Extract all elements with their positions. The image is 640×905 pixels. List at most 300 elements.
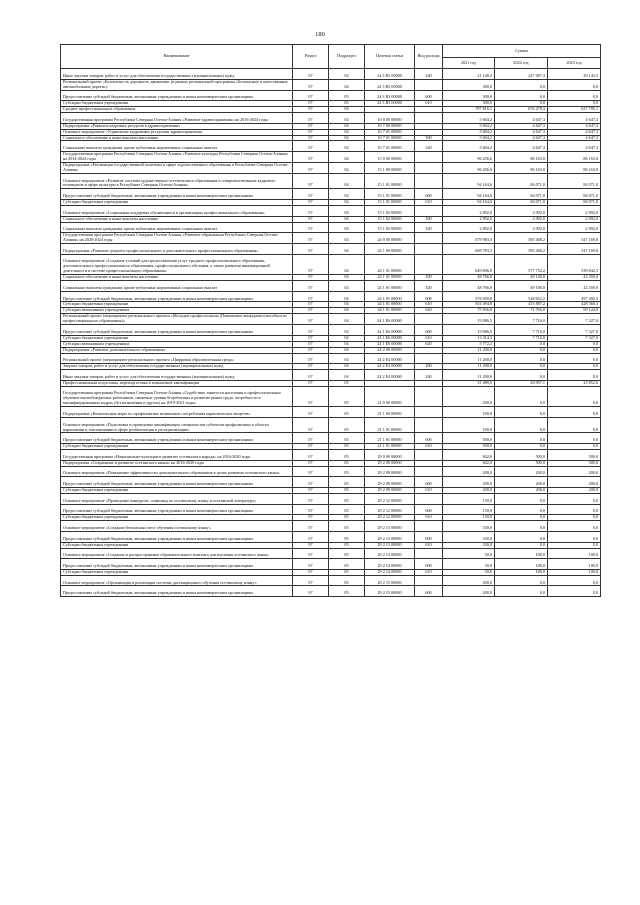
- table-cell-section: 07: [293, 347, 329, 353]
- table-cell-subsection: 04: [329, 152, 365, 163]
- table-cell-name: Основное мероприятие «Организация и реализация системы дистанционного обучения осетинскому языку»: [61, 575, 293, 586]
- table-cell-name: Подпрограмма «Реализация государственной политики в сфере художественного образования в Республике Северная Осетия-Алания»: [61, 162, 293, 173]
- table-cell-2021: 94 164,6: [443, 200, 495, 206]
- table-cell-target-article: 29 2 12 00000: [365, 493, 415, 504]
- table-cell-name: Субсидии бюджетным учреждениям: [61, 515, 293, 521]
- table-cell-target-article: 24 1 01 00000: [365, 291, 415, 302]
- table-cell-subsection: 05: [329, 460, 365, 466]
- table-row: [61, 370, 601, 381]
- table-cell-name: Субсидии бюджетным учреждениям: [61, 444, 293, 450]
- table-cell-2021: 501 094,8: [443, 302, 495, 308]
- table-cell-2022: 0,0: [495, 542, 548, 548]
- table-cell-2022: 0,0: [495, 347, 548, 353]
- table-cell-expense-type: [415, 152, 443, 163]
- table-cell-2023: 0,0: [548, 101, 601, 107]
- table-cell-name: Региональный проект (мероприятие регионального проекта «Молодые профессионалы (Повышение конкурентоспособности профессионального образования)»: [61, 314, 293, 325]
- table-cell-2022: 247 007,3: [495, 69, 548, 80]
- table-cell-2023: 0,0: [548, 370, 601, 381]
- table-cell-2023: 0,0: [548, 433, 601, 444]
- table-cell-name: Предоставление субсидий бюджетным, автономным учреждениям и иным некоммерческим организациям: [61, 504, 293, 515]
- table-cell-name: Субсидии бюджетным учреждениям: [61, 302, 293, 308]
- table-cell-expense-type: 300: [415, 275, 443, 281]
- table-cell-name: Иные закупки товаров, работ и услуг для обеспечения государственных (муниципальных) нужд: [61, 69, 293, 80]
- table-cell-subsection: 05: [329, 450, 365, 461]
- table-cell-subsection: 04: [329, 129, 365, 135]
- table-cell-section: 07: [293, 466, 329, 477]
- table-cell-target-article: 29 2 14 00000: [365, 569, 415, 575]
- table-cell-section: 07: [293, 162, 329, 173]
- table-row: [61, 205, 601, 216]
- table-cell-name: Предоставление субсидий бюджетным, автономным учреждениям и иным некоммерческим организациям: [61, 291, 293, 302]
- table-row: [61, 90, 601, 101]
- table-cell-2022: 7 716,0: [495, 314, 548, 325]
- table-cell-target-article: 24 1 01 00000: [365, 275, 415, 281]
- table-cell-name: Предоставление субсидий бюджетным, автономным учреждениям и иным некоммерческим организациям: [61, 531, 293, 542]
- table-cell-2022: 2 092,0: [495, 216, 548, 222]
- table-cell-2021: 2 092,0: [443, 216, 495, 222]
- table-cell-2022: 49 100,0: [495, 281, 548, 292]
- table-cell-expense-type: [415, 353, 443, 364]
- table-cell-2022: 0,0: [495, 575, 548, 586]
- table-cell-target-article: 29 2 13 00000: [365, 521, 415, 532]
- table-header: [61, 45, 601, 69]
- table-cell-2022: 7 716,0: [495, 335, 548, 341]
- table-cell-2021: 50,0: [443, 569, 495, 575]
- table-cell-name: Предоставление субсидий бюджетным, автономным учреждениям и иным некоммерческим организациям: [61, 433, 293, 444]
- table-cell-subsection: 04: [329, 205, 365, 216]
- table-cell-2023: 86 163,0: [548, 152, 601, 163]
- table-cell-2023: 0,0: [548, 353, 601, 364]
- table-cell-section: 07: [293, 79, 329, 90]
- table-cell-2022: 0,0: [495, 370, 548, 381]
- table-cell-name: Иные закупки товаров, работ и услуг для обеспечения государственных (муниципальных) нужд: [61, 370, 293, 381]
- table-cell-target-article: 24 1 01 00000: [365, 302, 415, 308]
- table-cell-2023: 200,0: [548, 477, 601, 488]
- table-cell-2023: 200,0: [548, 466, 601, 477]
- table-cell-name: Подпрограмма «Комплексные меры по профилактике незаконного потребления наркотических веществ»: [61, 407, 293, 418]
- table-cell-2021: 31 089,0: [443, 380, 495, 386]
- table-cell-subsection: 05: [329, 101, 365, 107]
- table-cell-subsection: 04: [329, 222, 365, 233]
- table-cell-2023: 0,0: [548, 531, 601, 542]
- table-cell-expense-type: 610: [415, 542, 443, 548]
- table-cell-2022: 0,0: [495, 515, 548, 521]
- table-cell-section: 07: [293, 341, 329, 347]
- table-cell-name: Субсидии бюджетным учреждениям: [61, 335, 293, 341]
- table-cell-2021: 2 092,0: [443, 205, 495, 216]
- table-cell-2023: 7 327,0: [548, 325, 601, 336]
- table-cell-subsection: 04: [329, 113, 365, 124]
- table-cell-2022: 84 071,0: [495, 189, 548, 200]
- table-cell-expense-type: 620: [415, 341, 443, 347]
- table-cell-name: Субсидии бюджетным учреждениям: [61, 488, 293, 494]
- table-cell-target-article: 24 2 E4 00000: [365, 364, 415, 370]
- table-cell-subsection: 04: [329, 162, 365, 173]
- table-cell-section: 07: [293, 531, 329, 542]
- table-cell-2023: 4 647,3: [548, 123, 601, 129]
- table-cell-expense-type: 600: [415, 586, 443, 597]
- table-cell-subsection: 04: [329, 107, 365, 113]
- table-cell-section: 07: [293, 107, 329, 113]
- table-cell-expense-type: 610: [415, 444, 443, 450]
- table-row: [61, 531, 601, 542]
- table-cell-2022: 4 647,3: [495, 141, 548, 152]
- table-cell-subsection: 05: [329, 515, 365, 521]
- table-cell-section: 07: [293, 141, 329, 152]
- table-cell-section: 07: [293, 222, 329, 233]
- table-row: [61, 407, 601, 418]
- table-cell-2023: 86 163,0: [548, 162, 601, 173]
- table-cell-2021: 200,0: [443, 386, 495, 407]
- table-cell-target-article: 15 1 01 00000: [365, 200, 415, 206]
- table-cell-section: 07: [293, 281, 329, 292]
- table-row: [61, 433, 601, 444]
- table-cell-2021: 94 164,6: [443, 189, 495, 200]
- table-cell-name: Субсидии бюджетным учреждениям: [61, 101, 293, 107]
- table-row: [61, 559, 601, 570]
- table-row: [61, 69, 601, 80]
- table-cell-2023: 84 071,0: [548, 200, 601, 206]
- table-cell-subsection: 05: [329, 531, 365, 542]
- table-cell-section: 07: [293, 254, 329, 275]
- table-cell-2021: 96 256,6: [443, 162, 495, 173]
- table-cell-2021: 842,0: [443, 450, 495, 461]
- table-row: [61, 417, 601, 433]
- table-cell-2023: 84 071,0: [548, 173, 601, 189]
- table-cell-2023: 84 071,0: [548, 189, 601, 200]
- table-cell-2023: 2 092,0: [548, 205, 601, 216]
- table-cell-2023: 0,0: [548, 575, 601, 586]
- table-cell-2021: 50,0: [443, 559, 495, 570]
- table-cell-target-article: 29 2 00 00000: [365, 460, 415, 466]
- table-cell-2023: 69 124,0: [548, 308, 601, 314]
- table-cell-target-article: 29 2 09 00000: [365, 488, 415, 494]
- table-cell-target-article: 29 2 09 00000: [365, 477, 415, 488]
- table-cell-2022: 200,0: [495, 488, 548, 494]
- header-name: Наименование: [61, 45, 293, 69]
- table-cell-subsection: 04: [329, 141, 365, 152]
- table-cell-2021: 300,0: [443, 90, 495, 101]
- table-cell-name: Государственная программа Республики Северная Осетия-Алания «Развитие здравоохранения» на 2016-2024 годы: [61, 113, 293, 124]
- table-cell-subsection: 05: [329, 417, 365, 433]
- table-cell-2022: 577 752,2: [495, 254, 548, 275]
- table-cell-2021: 100,0: [443, 407, 495, 418]
- table-row: [61, 353, 601, 364]
- table-cell-2022: 100,0: [495, 569, 548, 575]
- table-cell-target-article: 24 1 E6 00000: [365, 341, 415, 347]
- table-cell-2023: 497 492,5: [548, 291, 601, 302]
- table-cell-subsection: 05: [329, 466, 365, 477]
- table-cell-section: 07: [293, 477, 329, 488]
- table-cell-2022: 528 652,2: [495, 291, 548, 302]
- table-cell-2021: 2 092,0: [443, 222, 495, 233]
- table-cell-2021: 200,0: [443, 477, 495, 488]
- table-cell-section: 07: [293, 548, 329, 559]
- table-cell-section: 07: [293, 314, 329, 325]
- table-cell-expense-type: 610: [415, 335, 443, 341]
- table-cell-2021: 500,0: [443, 444, 495, 450]
- table-cell-target-article: 15 1 02 00000: [365, 216, 415, 222]
- table-cell-2021: 150,0: [443, 504, 495, 515]
- table-cell-subsection: 05: [329, 548, 365, 559]
- table-cell-section: 07: [293, 586, 329, 597]
- table-cell-2021: 11 200,0: [443, 353, 495, 364]
- table-cell-section: 07: [293, 135, 329, 141]
- table-cell-2023: 4 647,3: [548, 113, 601, 124]
- table-row: [61, 586, 601, 597]
- table-cell-2023: 7 327,0: [548, 314, 601, 325]
- table-cell-2021: 11 200,0: [443, 347, 495, 353]
- table-cell-target-article: 21 1 01 00000: [365, 433, 415, 444]
- table-cell-expense-type: 610: [415, 302, 443, 308]
- table-cell-expense-type: 320: [415, 141, 443, 152]
- table-row: [61, 162, 601, 173]
- table-cell-expense-type: 600: [415, 504, 443, 515]
- table-cell-name: Социальное обеспечение и иные выплаты населению: [61, 135, 293, 141]
- table-cell-2022: 0,0: [495, 521, 548, 532]
- table-cell-2021: 300,0: [443, 101, 495, 107]
- table-cell-target-article: 10 7 01 00000: [365, 141, 415, 152]
- table-cell-target-article: 24 1 01 00000: [365, 254, 415, 275]
- table-cell-2023: 42 350,0: [548, 281, 601, 292]
- table-cell-expense-type: [415, 493, 443, 504]
- table-cell-expense-type: [415, 548, 443, 559]
- table-cell-2022: 0,0: [495, 586, 548, 597]
- table-cell-name: Государственная программа Республики Северная Осетия-Алания «Содействие занятости населения и профессиональное обучение высвобождаемых работников, снижение уровня безработицы и развитие рынка труда, потребности в квалифицированных кадрах (без назначения и других) на 2019-2021 годы»: [61, 386, 293, 407]
- table-cell-2021: 5 604,2: [443, 129, 495, 135]
- table-cell-section: 07: [293, 488, 329, 494]
- table-cell-expense-type: 610: [415, 569, 443, 575]
- table-cell-section: 07: [293, 493, 329, 504]
- table-row: [61, 79, 601, 90]
- table-row: [61, 233, 601, 244]
- table-cell-2022: 84 071,0: [495, 173, 548, 189]
- table-cell-subsection: 04: [329, 123, 365, 129]
- table-cell-subsection: 04: [329, 200, 365, 206]
- table-cell-2023: 2 092,0: [548, 216, 601, 222]
- table-cell-2022: 500,0: [495, 460, 548, 466]
- table-cell-2023: 0,0: [548, 364, 601, 370]
- table-cell-subsection: 05: [329, 559, 365, 570]
- table-cell-section: 07: [293, 205, 329, 216]
- table-cell-2023: 100,0: [548, 569, 601, 575]
- table-cell-expense-type: [415, 162, 443, 173]
- table-cell-2023: 29 143,5: [548, 69, 601, 80]
- table-cell-target-article: 15 1 01 00000: [365, 189, 415, 200]
- table-cell-2023: 100,0: [548, 559, 601, 570]
- table-cell-2022: 0,0: [495, 386, 548, 407]
- table-cell-target-article: 29 2 13 00000: [365, 542, 415, 548]
- table-cell-expense-type: [415, 407, 443, 418]
- table-cell-target-article: 24 1 00 00000: [365, 244, 415, 255]
- table-cell-2022: 585 468,2: [495, 244, 548, 255]
- table-cell-name: Основное мероприятие «Социальная поддержка обучающихся в организациях профессионального образования»: [61, 205, 293, 216]
- table-cell-2021: 330,0: [443, 531, 495, 542]
- table-cell-expense-type: [415, 386, 443, 407]
- table-row: [61, 281, 601, 292]
- table-cell-subsection: 04: [329, 281, 365, 292]
- table-cell-target-article: 15 1 01 00000: [365, 173, 415, 189]
- table-cell-2023: 25 852,6: [548, 380, 601, 386]
- table-cell-2021: 150,0: [443, 515, 495, 521]
- table-cell-2023: 0,0: [548, 542, 601, 548]
- table-cell-2021: 48 766,0: [443, 281, 495, 292]
- table-cell-name: Предоставление субсидий бюджетным, автономным учреждениям и иным некоммерческим организациям: [61, 325, 293, 336]
- table-cell-section: 07: [293, 542, 329, 548]
- table-cell-target-article: 21 0 00 00000: [365, 386, 415, 407]
- table-cell-section: 07: [293, 291, 329, 302]
- table-cell-2021: 11 200,0: [443, 370, 495, 381]
- table-cell-2022: 0,0: [495, 504, 548, 515]
- table-cell-section: 07: [293, 521, 329, 532]
- table-cell-section: 07: [293, 450, 329, 461]
- table-cell-subsection: 05: [329, 521, 365, 532]
- table-cell-2022: 200,0: [495, 466, 548, 477]
- table-cell-2021: 649 696,8: [443, 254, 495, 275]
- table-cell-expense-type: [415, 244, 443, 255]
- table-cell-subsection: 04: [329, 135, 365, 141]
- table-row: [61, 477, 601, 488]
- table-row: [61, 325, 601, 336]
- table-cell-2022: 676 278,3: [495, 107, 548, 113]
- table-cell-name: Основное мероприятие «Создание и распространение образовательного контента для изучения осетинского языка»: [61, 548, 293, 559]
- table-cell-2021: 150,0: [443, 493, 495, 504]
- table-cell-2022: 0,0: [495, 341, 548, 347]
- table-cell-section: 07: [293, 364, 329, 370]
- table-cell-2022: 7 716,0: [495, 325, 548, 336]
- table-cell-section: 07: [293, 113, 329, 124]
- table-cell-subsection: 04: [329, 364, 365, 370]
- table-cell-expense-type: [415, 450, 443, 461]
- table-cell-expense-type: 600: [415, 189, 443, 200]
- table-cell-expense-type: [415, 521, 443, 532]
- header-sums: Суммы: [443, 45, 601, 58]
- table-cell-target-article: 29 2 15 00000: [365, 575, 415, 586]
- table-cell-subsection: 04: [329, 353, 365, 364]
- table-cell-subsection: 05: [329, 493, 365, 504]
- header-subsection: Подраздел: [329, 45, 365, 69]
- table-cell-2021: 668 783,3: [443, 244, 495, 255]
- table-cell-section: 07: [293, 353, 329, 364]
- table-cell-name: Среднее профессиональное образование: [61, 107, 293, 113]
- table-cell-2021: 21 148,2: [443, 69, 495, 80]
- table-cell-2023: 0,0: [548, 407, 601, 418]
- table-cell-expense-type: 610: [415, 200, 443, 206]
- table-cell-2022: 100,0: [495, 559, 548, 570]
- table-cell-subsection: 04: [329, 173, 365, 189]
- table-cell-target-article: 15 0 00 00000: [365, 152, 415, 163]
- table-cell-expense-type: 600: [415, 325, 443, 336]
- table-cell-section: 07: [293, 308, 329, 314]
- table-cell-target-article: 10 7 01 00000: [365, 129, 415, 135]
- table-cell-section: 07: [293, 90, 329, 101]
- table-cell-2022: 0,0: [495, 531, 548, 542]
- table-row: [61, 113, 601, 124]
- table-cell-name: Государственная программа Республики Северная Осетия-Алания «Развитие культуры Республики Северная Осетия-Алания» на 2014-2024 годы: [61, 152, 293, 163]
- table-cell-2021: 500,0: [443, 433, 495, 444]
- table-row: [61, 386, 601, 407]
- table-cell-2023: 4 647,3: [548, 135, 601, 141]
- table-cell-section: 07: [293, 515, 329, 521]
- table-cell-2023: 0,0: [548, 444, 601, 450]
- table-cell-2023: 0,0: [548, 504, 601, 515]
- table-cell-2023: 0,0: [548, 521, 601, 532]
- table-cell-section: 07: [293, 173, 329, 189]
- table-cell-target-article: 24 1 01 00000: [365, 308, 415, 314]
- table-cell-2022: 0,0: [495, 493, 548, 504]
- table-cell-2022: 455 887,2: [495, 302, 548, 308]
- table-cell-2023: 0,0: [548, 341, 601, 347]
- table-cell-expense-type: [415, 205, 443, 216]
- table-cell-2023: 0,0: [548, 515, 601, 521]
- table-cell-subsection: 05: [329, 433, 365, 444]
- table-row: [61, 493, 601, 504]
- header-section: Раздел: [293, 45, 329, 69]
- table-cell-2022: 500,0: [495, 450, 548, 461]
- table-cell-2022: 86 163,0: [495, 152, 548, 163]
- table-cell-2021: 200,0: [443, 466, 495, 477]
- table-cell-2023: 0,0: [548, 347, 601, 353]
- table-cell-target-article: 24 1 E6 00000: [365, 335, 415, 341]
- table-cell-2021: 94 164,6: [443, 173, 495, 189]
- table-row: [61, 141, 601, 152]
- table-cell-expense-type: 240: [415, 370, 443, 381]
- table-cell-section: 07: [293, 370, 329, 381]
- table-cell-section: 07: [293, 123, 329, 129]
- table-cell-2023: 428 368,3: [548, 302, 601, 308]
- table-cell-2023: 42 350,0: [548, 275, 601, 281]
- table-row: [61, 254, 601, 275]
- table-cell-2023: 200,0: [548, 488, 601, 494]
- table-cell-target-article: 21 1 01 00000: [365, 444, 415, 450]
- table-cell-section: 07: [293, 569, 329, 575]
- table-cell-2023: 100,0: [548, 548, 601, 559]
- table-cell-2021: 330,0: [443, 542, 495, 548]
- header-target-article: Целевая статья: [365, 45, 415, 69]
- table-cell-name: Предоставление субсидий бюджетным, автономным учреждениям и иным некоммерческим организациям: [61, 189, 293, 200]
- table-cell-name: Профессиональная подготовка, переподготовка и повышение квалификации: [61, 380, 293, 386]
- table-cell-name: Подпрограмма «Развитие дополнительного образования»: [61, 347, 293, 353]
- table-cell-subsection: 05: [329, 575, 365, 586]
- table-row: [61, 291, 601, 302]
- table-row: [61, 450, 601, 461]
- table-cell-2022: 4 647,3: [495, 123, 548, 129]
- table-cell-expense-type: 600: [415, 531, 443, 542]
- table-cell-2022: 100,0: [495, 548, 548, 559]
- table-cell-expense-type: 600: [415, 477, 443, 488]
- table-cell-subsection: 04: [329, 291, 365, 302]
- table-cell-section: 07: [293, 444, 329, 450]
- table-cell-2021: 5 604,2: [443, 123, 495, 129]
- table-cell-name: Субсидии бюджетным учреждениям: [61, 200, 293, 206]
- page-number: 180: [315, 31, 325, 38]
- table-cell-2021: 11 200,0: [443, 364, 495, 370]
- table-cell-2021: 200,0: [443, 586, 495, 597]
- table-cell-section: 07: [293, 152, 329, 163]
- table-cell-subsection: 05: [329, 407, 365, 418]
- table-cell-name: Региональный проект «Безопасность дорожного движения» (в рамках региональной программы «Безопасные и качественные автомобильные дороги»): [61, 79, 293, 90]
- table-cell-2021: 13 314,3: [443, 335, 495, 341]
- table-cell-2023: 7 327,0: [548, 335, 601, 341]
- table-cell-2022: 26 997,1: [495, 380, 548, 386]
- table-cell-2021: 75 836,0: [443, 308, 495, 314]
- table-row: [61, 222, 601, 233]
- table-cell-target-article: 21 1 00 00000: [365, 407, 415, 418]
- table-cell-target-article: 24 1 E6 00000: [365, 325, 415, 336]
- table-cell-2021: 5 772,2: [443, 341, 495, 347]
- table-cell-section: 07: [293, 504, 329, 515]
- table-cell-expense-type: 600: [415, 559, 443, 570]
